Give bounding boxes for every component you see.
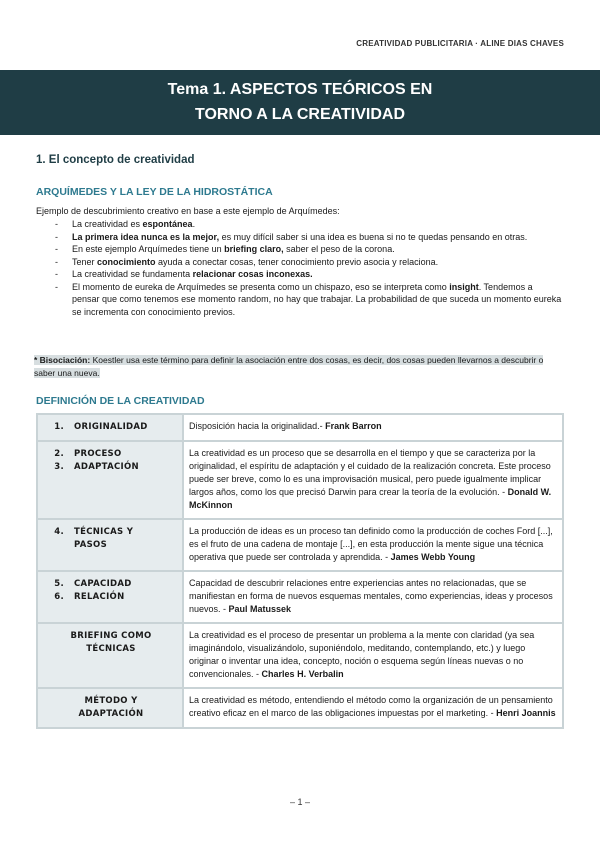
author: Paul Matussek — [228, 604, 292, 614]
list-item: - La creatividad es espontánea. — [52, 218, 562, 231]
row-label: 5. CAPACIDAD 6. RELACIÓN — [37, 571, 183, 623]
table-row — [37, 688, 563, 728]
definitions-heading: DEFINICIÓN DE LA CREATIVIDAD — [36, 395, 205, 407]
archimedes-intro: Ejemplo de descubrimiento creativo en base a este ejemplo de Arquímedes: — [36, 206, 340, 216]
page-number: – 1 – — [289, 797, 311, 807]
list-item: - La creatividad se fundamenta relacionar cosas inconexas. — [52, 268, 562, 281]
table-row — [37, 519, 563, 571]
table-row — [37, 441, 563, 519]
note-text: Koestler usa este término para definir la asociación entre dos cosas, es decir, dos cosas pueden llevarnos a descubrir o saber una nueva. — [34, 355, 544, 378]
author: Henri Joannis — [496, 708, 556, 718]
list-item: - Tener conocimiento ayuda a conectar cosas, tener conocimiento previo asocia y relaciona. — [52, 256, 562, 269]
archimedes-heading: ARQUÍMEDES Y LA LEY DE LA HIDROSTÁTICA — [36, 186, 273, 198]
author: James Webb Young — [390, 552, 476, 562]
row-definition: Disposición hacia la originalidad.- Frank Barron — [183, 414, 563, 441]
chapter-banner — [0, 70, 600, 135]
author: Frank Barron — [325, 421, 382, 431]
running-header: CREATIVIDAD PUBLICITARIA · ALINE DIAS CHAVES — [356, 39, 564, 48]
row-label: 4. TÉCNICAS Y PASOS — [37, 519, 183, 571]
section-title: 1. El concepto de creatividad — [36, 154, 195, 166]
table-row — [37, 571, 563, 623]
chapter-title-line-1: Tema 1. ASPECTOS TEÓRICOS EN — [167, 81, 433, 98]
row-label: MÉTODO Y ADAPTACIÓN — [37, 688, 183, 728]
list-item: - La primera idea nunca es la mejor, es muy difícil saber si una idea es buena si no te quedas pensando en otras. — [52, 231, 562, 244]
row-label: 1. ORIGINALIDAD — [37, 414, 183, 441]
row-label: BRIEFING COMO TÉCNICAS — [37, 623, 183, 688]
author: Charles H. Verbalin — [261, 669, 344, 679]
row-definition: Capacidad de descubrir relaciones entre experiencias antes no relacionadas, que se manifiestan en forma de nuevos esquemas mentales, como experiencias, ideas y procesos nuevos. - Paul Matussek — [183, 571, 563, 623]
chapter-title-line-2: TORNO A LA CREATIVIDAD — [194, 106, 406, 123]
list-item: - El momento de eureka de Arquímedes se presenta como un chispazo, eso se interpreta como insight. Tendemos a pensar que como tenemos ese momento random, no hay que trabajar. La probabilidad de que suceda un momento eureka se incrementa con conocimiento previos. — [52, 281, 562, 319]
archimedes-bullet-list — [52, 218, 562, 318]
row-definition: La creatividad es el proceso de presentar un problema a la mente con claridad (ya sea imaginándolo, visualizándolo, suponiéndolo, meditando, contemplando, etc.) y luego originar o inventar una idea, concepto, noción o esquema según líneas nuevas o no convencionales. - Charles H. Verbalin — [183, 623, 563, 688]
table-row — [37, 414, 563, 441]
row-definition: La producción de ideas es un proceso tan definido como la producción de coches Ford [...], es el fruto de una cadena de montaje [...], en esta producción la mente sigue una técnica operativa que puede ser controlada y aprendida. - James Webb Young — [183, 519, 563, 571]
table-row — [37, 623, 563, 688]
author: Donald W. McKinnon — [189, 487, 552, 510]
bisociation-note — [34, 354, 564, 380]
note-label: * Bisociación: — [34, 355, 91, 365]
row-definition: La creatividad es método, entendiendo el método como la organización de un pensamiento creativo eficaz en el marco de las obligaciones impuestas por el marketing. - Henri Joannis — [183, 688, 563, 728]
row-label: 2. PROCESO 3. ADAPTACIÓN — [37, 441, 183, 519]
row-definition: La creatividad es un proceso que se desarrolla en el tiempo y que se caracteriza por la originalidad, el espíritu de adaptación y el cuidado de la realización concreta. Este proceso puede ser breve, como lo es una improvisación musical, pero puede igualmente implicar largos años, como los que precisó Darwin para crear la teoría de la evolución. - Donald W. McKinnon — [183, 441, 563, 519]
definitions-table — [36, 413, 564, 729]
list-item: - En este ejemplo Arquímedes tiene un briefing claro, saber el peso de la corona. — [52, 243, 562, 256]
